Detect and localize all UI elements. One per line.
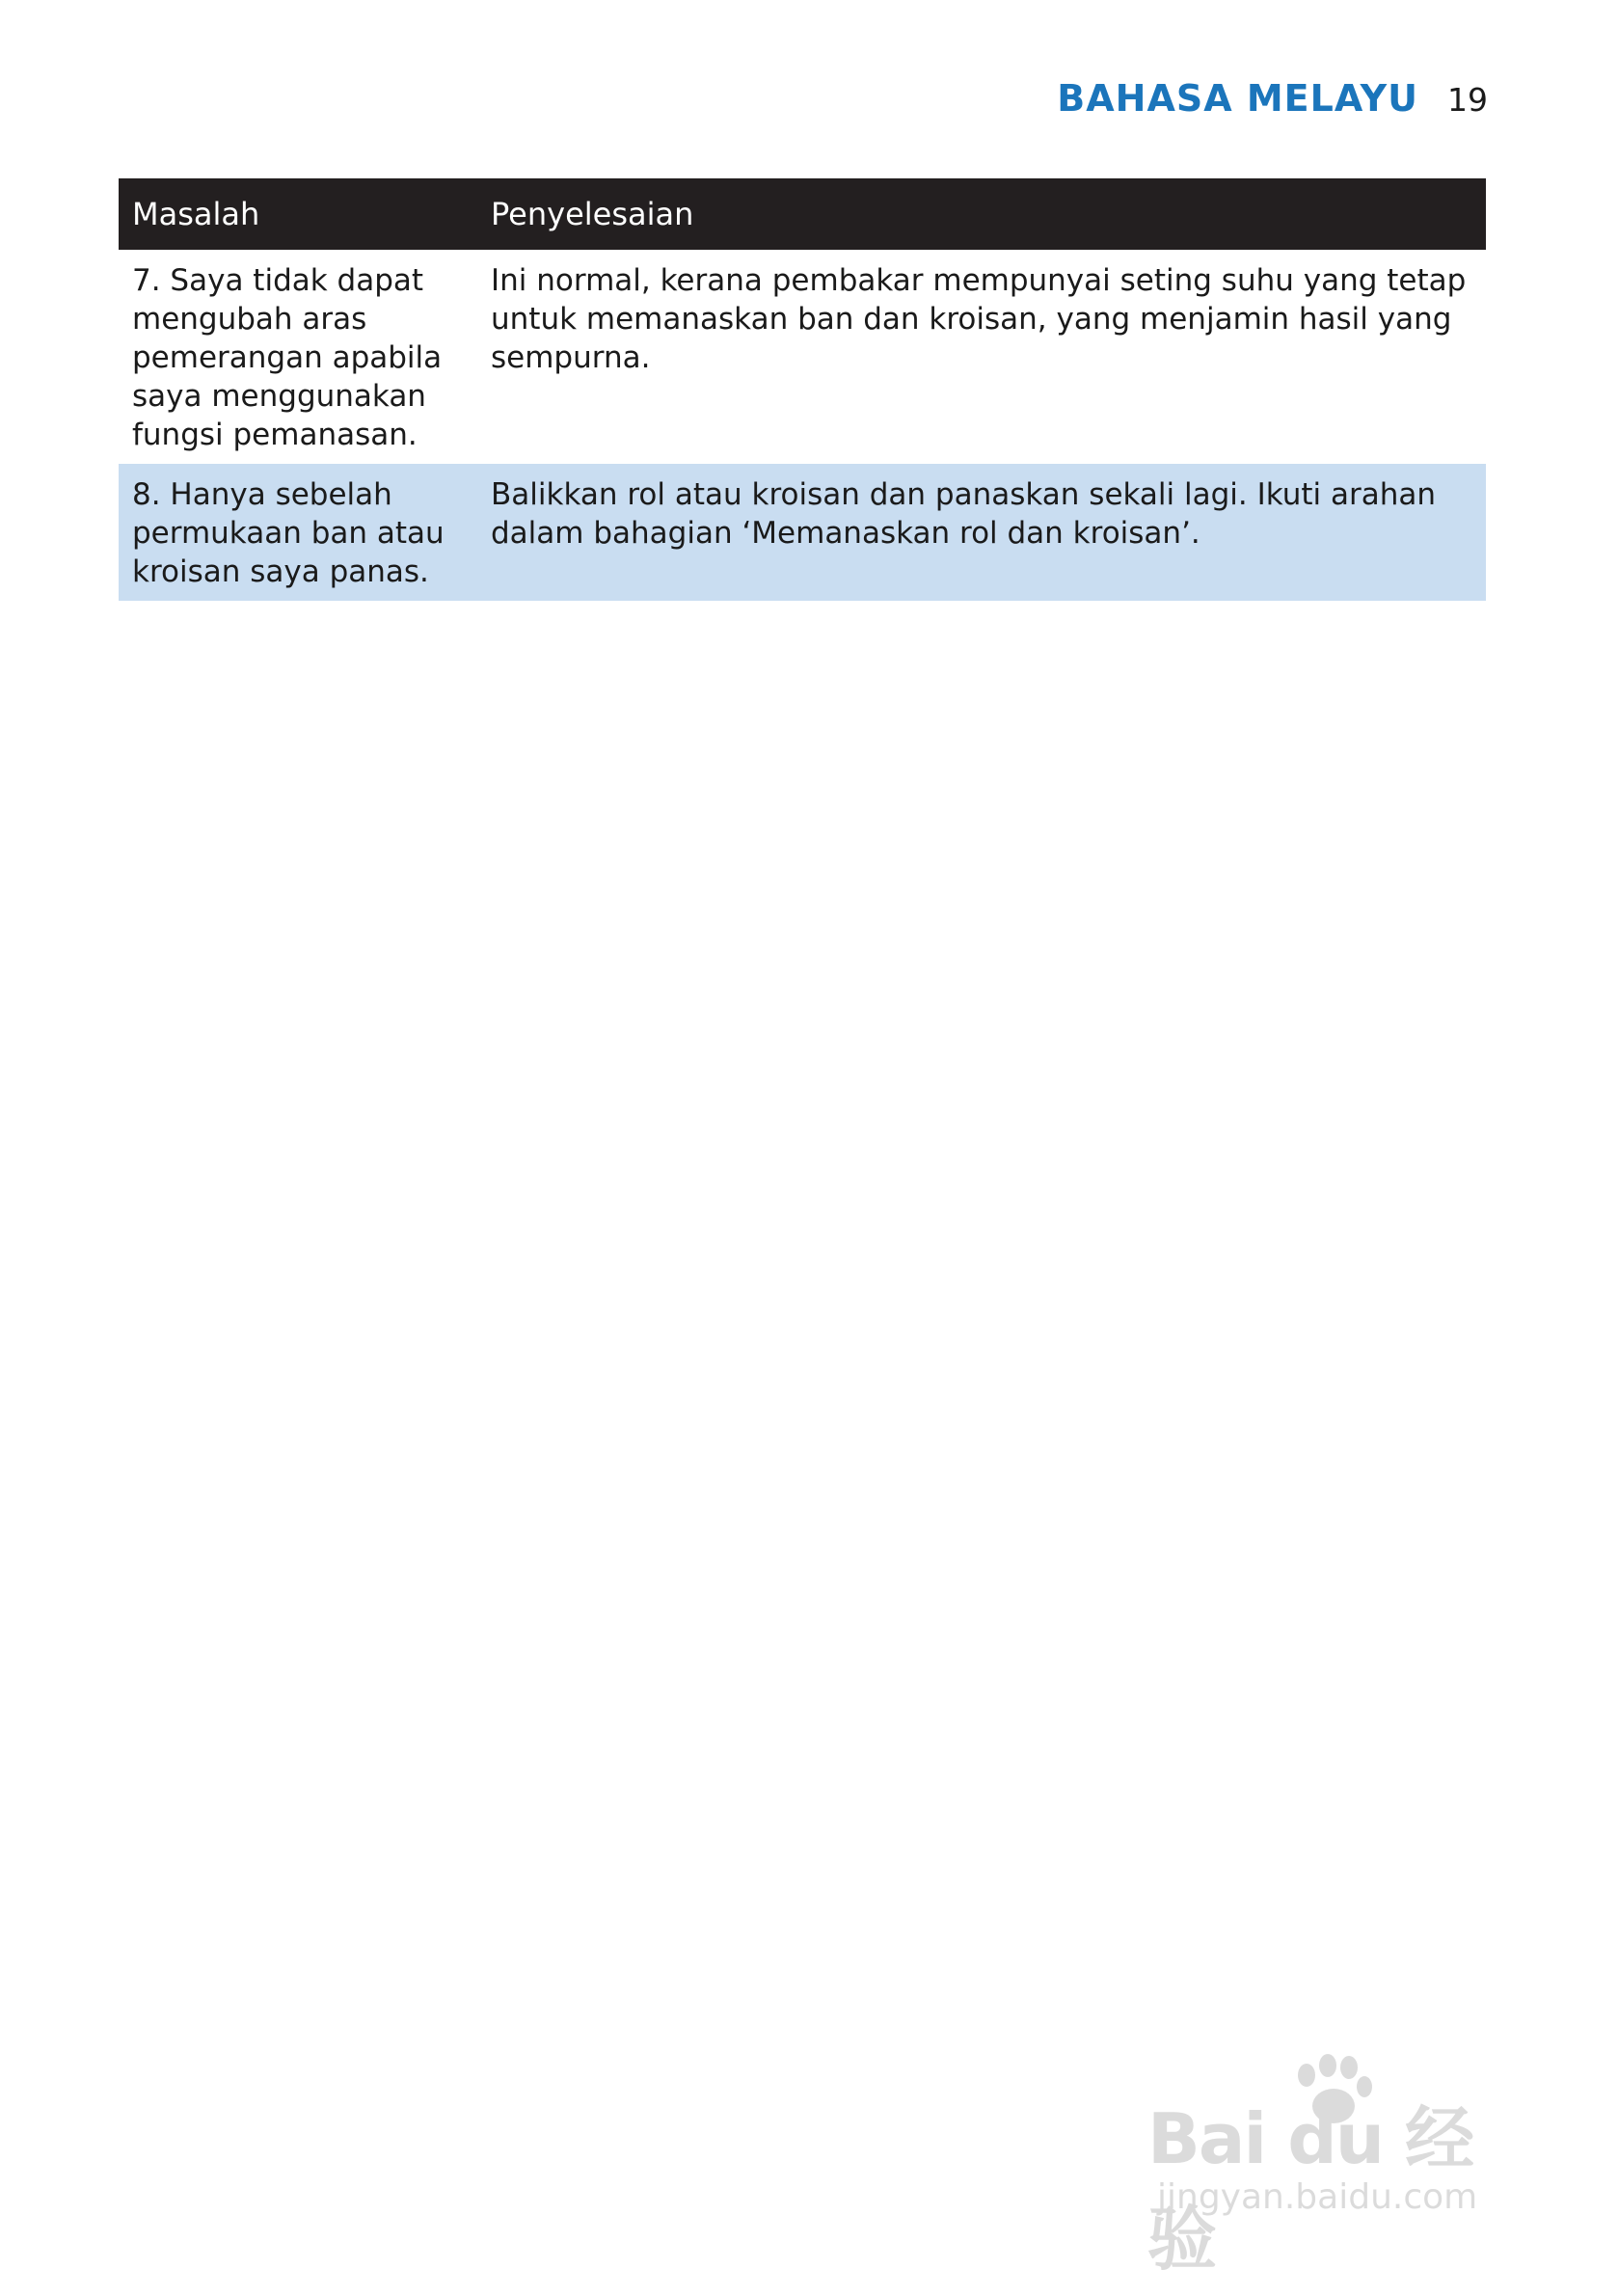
problem-text: 8. Hanya sebelah permukaan ban atau kroisan saya panas. — [132, 477, 445, 589]
column-header-problem: Masalah — [119, 178, 477, 250]
problem-cell — [119, 464, 477, 601]
column-header-solution: Penyelesaian — [477, 178, 1486, 250]
solution-text: Ini normal, kerana pembakar mempunyai seting suhu yang tetap untuk memanaskan ban dan kroisan, yang menjamin hasil yang sempurna. — [491, 263, 1467, 375]
table-row — [119, 464, 1486, 601]
baidu-watermark — [1147, 2054, 1533, 2280]
watermark-url: jingyan.baidu.com — [1157, 2177, 1478, 2217]
solution-text: Balikkan rol atau kroisan dan panaskan sekali lagi. Ikuti arahan dalam bahagian ‘Memanaskan rol dan kroisan’. — [491, 477, 1437, 551]
solution-cell — [477, 464, 1486, 601]
table-row — [119, 250, 1486, 464]
problem-text: 7. Saya tidak dapat mengubah aras pemerangan apabila saya menggunakan fungsi pemanasan. — [132, 263, 443, 452]
watermark-logo: Bai du 经验 — [1147, 2098, 1473, 2280]
troubleshooting-table — [119, 178, 1486, 601]
solution-cell — [477, 250, 1486, 464]
table-header-row — [119, 178, 1486, 250]
page-number: 19 — [1447, 81, 1488, 119]
page-header — [1057, 77, 1488, 120]
problem-cell — [119, 250, 477, 464]
section-title: BAHASA MELAYU — [1057, 77, 1418, 120]
